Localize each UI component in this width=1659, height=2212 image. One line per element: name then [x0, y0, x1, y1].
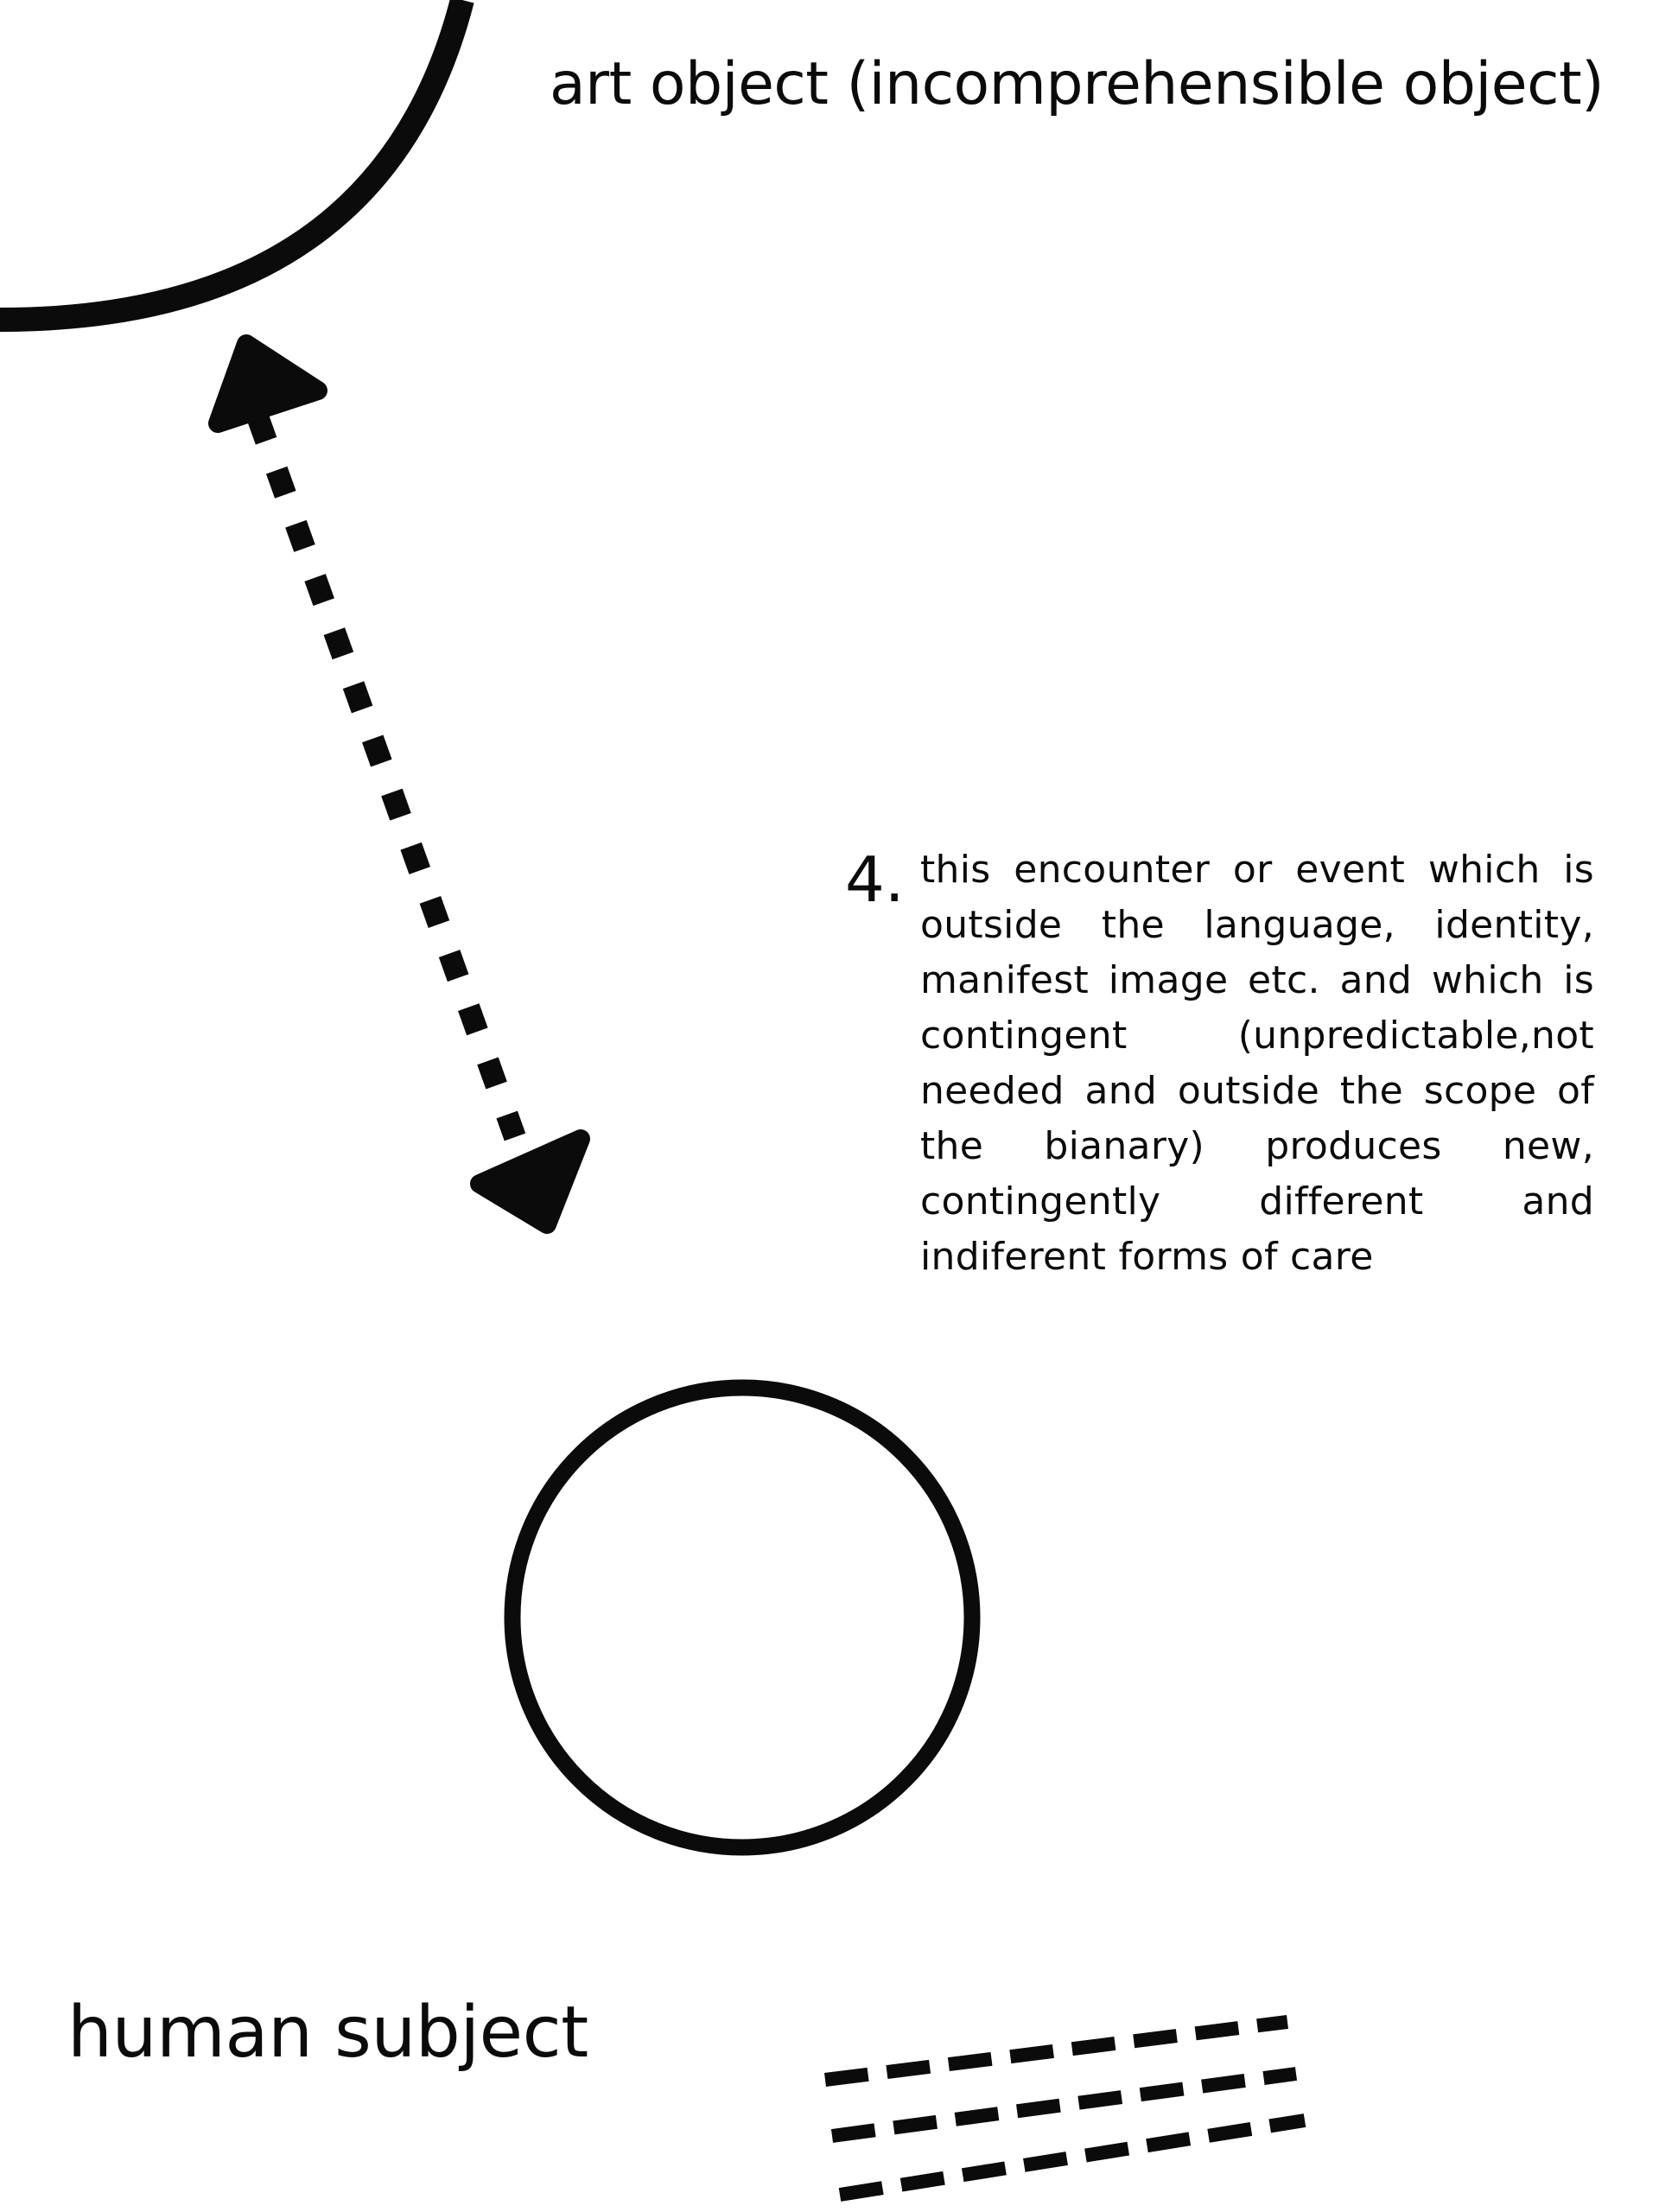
- dashed-line-1: [825, 2022, 1287, 2080]
- arrowhead-down: [480, 1139, 581, 1224]
- human-subject-label: human subject: [67, 1992, 588, 2074]
- bidirectional-dotted-arrow: [218, 344, 581, 1224]
- note-number: 4.: [845, 843, 905, 916]
- human-subject-circle: [512, 1388, 972, 1847]
- dotted-connector-line: [257, 416, 515, 1137]
- note-text: this encounter or event which is outside the language, identity, manifest image etc. and which is contingent (unpredictable,not needed and outside the scope of the bianary) produces new, contingently different and indiferent forms of care: [920, 848, 1594, 1279]
- dashed-lines-decoration: [825, 2022, 1305, 2195]
- art-object-arc: [0, 0, 462, 320]
- art-object-label: art object (incomprehensible object): [550, 50, 1605, 118]
- arrowhead-up: [218, 344, 318, 423]
